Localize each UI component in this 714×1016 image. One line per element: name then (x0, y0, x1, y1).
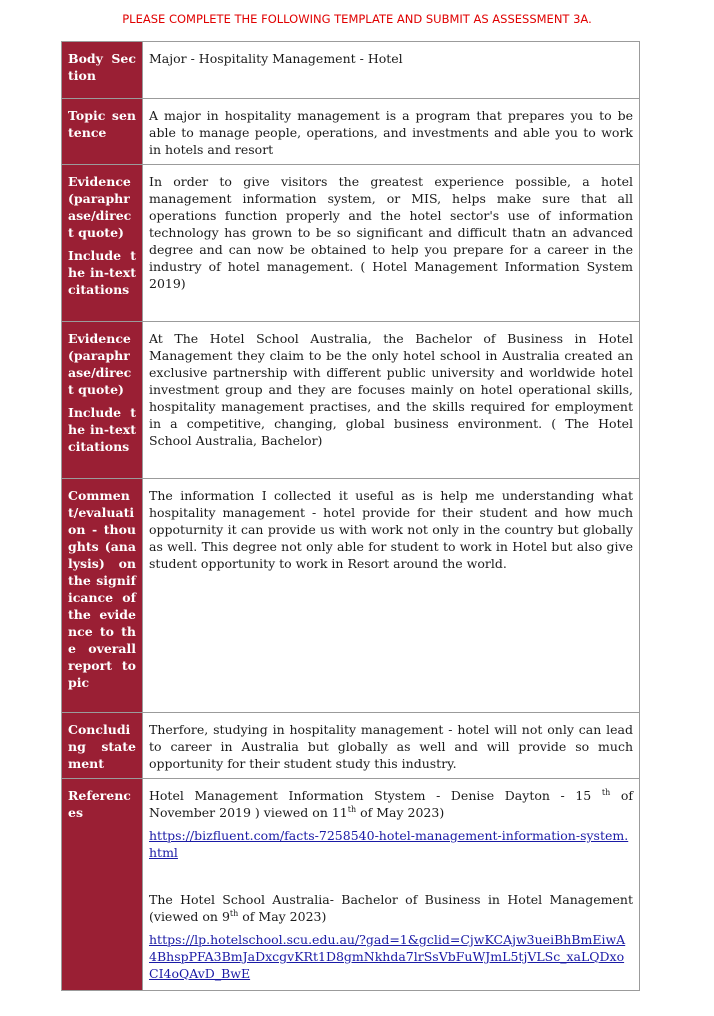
content-comment (143, 479, 640, 713)
content-references (143, 779, 640, 991)
reference-1-superscript: th (601, 787, 611, 797)
label-evidence-2 (62, 322, 143, 479)
label-references: References (62, 779, 143, 991)
label-topic-sentence: Topic sentence (62, 99, 143, 165)
row-concluding (62, 713, 640, 779)
reference-1-part-a: Hotel Management Information Stystem - Denise Dayton - 15 (149, 788, 592, 803)
label-concluding: Concluding statement (62, 713, 143, 779)
evidence-1-label: Evidence (paraphrase/direct quote) (68, 174, 132, 240)
row-evidence-2 (62, 322, 640, 479)
reference-1-link[interactable]: https://bizfluent.com/facts-7258540-hotel-management-information-system.html (149, 828, 629, 860)
reference-2-part-a: The Hotel School Australia- Bachelor of Business in Hotel Management (viewed on 9 (149, 892, 633, 924)
content-topic-sentence (143, 99, 640, 165)
reference-1-part-c: of May 2023) (356, 805, 445, 820)
label-body-section: Body Section (62, 42, 143, 99)
row-evidence-1 (62, 165, 640, 322)
reference-2-link[interactable]: https://lp.hotelschool.scu.edu.au/?gad=1&gclid=CjwKCAjw3ueiBhBmEiwA4BhspPFA3BmJaDxcgvKRt1D8gmNkhda7lrSsVbFuWJmL5tjVLSc_xaLQDxoCI4oQAvD_BwE (149, 932, 626, 981)
evidence-2-sublabel: Include the in-text citations (68, 405, 136, 454)
reference-1-citation (149, 787, 633, 821)
evidence-2-text: At The Hotel School Australia, the Bachelor of Business in Hotel Management they claim to be the only hotel school in Australia created an exclusive partnership with different public university and worldwide hotel investment group and they are focuses mainly on hotel operational skills, hospitality management practises, and the skills required for employment in a competitive, changing, global business environment. ( The Hotel School Australia, Bachelor) (149, 331, 633, 448)
comment-text: The information I collected it useful as is help me understanding what hospitality management - hotel provide for their student and how much oppoturnity it can provide us with work not only in the country but globally as well. This degree not only able for student to work in Hotel but also give student opportunity to work in Resort around the world. (149, 488, 633, 571)
content-evidence-2 (143, 322, 640, 479)
reference-1-superscript-2: th (347, 804, 357, 814)
topic-sentence-text: A major in hospitality management is a program that prepares you to be able to manage people, operations, and investments and able you to work in hotels and resort (149, 108, 633, 157)
label-comment: Comment/evaluation - thoughts (analysis) on the significance of the evidence to the overall report topic (62, 479, 143, 713)
reference-2-superscript: th (229, 908, 239, 918)
content-concluding (143, 713, 640, 779)
body-section-text: Major - Hospitality Management - Hotel (149, 51, 403, 66)
label-evidence-1 (62, 165, 143, 322)
reference-2-part-b: of May 2023) (238, 909, 327, 924)
reference-1-part-b: of November 2019 ) viewed on 11 (149, 788, 633, 820)
concluding-text: Therfore, studying in hospitality management - hotel will not only can lead to career in Australia but globally as well and will provide so much opportunity for their student study this industry. (149, 722, 633, 771)
row-body-section (62, 42, 640, 99)
evidence-2-label: Evidence (paraphrase/direct quote) (68, 331, 132, 397)
row-topic-sentence (62, 99, 640, 165)
row-references (62, 779, 640, 991)
assessment-template-table (61, 41, 640, 991)
template-instruction: PLEASE COMPLETE THE FOLLOWING TEMPLATE AND SUBMIT AS ASSESSMENT 3A. (122, 12, 592, 26)
row-comment (62, 479, 640, 713)
content-body-section (143, 42, 640, 99)
evidence-1-text: In order to give visitors the greatest experience possible, a hotel management information system, or MIS, helps make sure that all operations function properly and the hotel sector's use of information technology has grown to be so significant and difficult thatn an advanced degree and can now be obtained to help you prepare for a career in the industry of hotel management. ( Hotel Management Information System 2019) (149, 174, 633, 291)
content-evidence-1 (143, 165, 640, 322)
reference-2-citation (149, 891, 633, 925)
evidence-1-sublabel: Include the in-text citations (68, 248, 136, 297)
